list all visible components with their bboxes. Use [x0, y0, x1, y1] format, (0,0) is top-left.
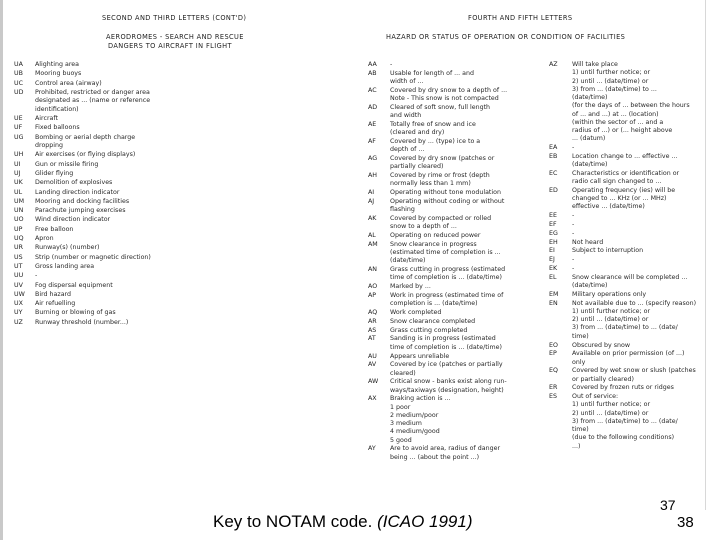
code-ar: AR: [368, 317, 377, 325]
code-ah: AH: [368, 172, 378, 180]
code-al: AL: [368, 232, 376, 240]
code-ub: UB: [14, 70, 23, 78]
code-ep-description: only: [572, 358, 586, 366]
code-az-description: (for the days of ... between the hours: [572, 102, 690, 110]
code-ed-description: Operating frequency (ies) will be: [572, 186, 676, 194]
code-ae: AE: [368, 120, 377, 128]
code-ed-description: effective ... (date/time): [572, 203, 645, 211]
code-eo: EO: [549, 341, 558, 349]
code-ug-description: Bombing or aerial depth charge: [35, 133, 136, 141]
code-ux-description: Air refuelling: [35, 300, 76, 308]
left-header-line-2: AERODROMES - SEARCH AND RESCUE: [106, 33, 244, 41]
code-uw-description: Bird hazard: [35, 290, 72, 298]
code-es-description: time): [572, 426, 589, 434]
code-ef: EF: [549, 221, 557, 229]
code-eg-description: -: [572, 229, 575, 237]
code-en-description: Not available due to ... (specify reason): [572, 299, 697, 307]
code-ap-description: Work in progress (estimated time of: [390, 292, 504, 299]
code-az-description: ... (datum): [572, 135, 606, 143]
code-ed: ED: [549, 186, 558, 194]
code-en-description: 3) from ... (date/time) to ... (date/: [572, 324, 678, 332]
code-ep-description: Available on prior permission (of ...): [572, 350, 685, 358]
code-ad-description: Cleared of soft snow, full length: [390, 103, 491, 111]
code-ul-description: Landing direction indicator: [35, 188, 120, 196]
left-header-line-3: DANGERS TO AIRCRAFT IN FLIGHT: [108, 42, 232, 50]
code-ul: UL: [14, 188, 23, 196]
code-el-description: (date/time): [572, 282, 608, 290]
code-uj-description: Glider flying: [35, 169, 74, 177]
code-uy: UY: [14, 309, 23, 317]
code-es: ES: [549, 393, 557, 401]
code-am: AM: [368, 240, 378, 248]
code-ek-description: -: [572, 265, 575, 273]
code-av-description: Covered by ice (patches or partially: [390, 361, 503, 369]
code-uo: UO: [14, 216, 24, 224]
code-ue-description: Aircraft: [35, 115, 58, 122]
caption-source: (ICAO 1991): [377, 512, 473, 531]
code-aq: AQ: [368, 309, 378, 317]
code-uu-description: -: [35, 272, 38, 280]
code-ea: EA: [549, 144, 558, 152]
code-aj: AJ: [368, 197, 375, 205]
code-ep: EP: [549, 350, 557, 358]
code-uc: UC: [14, 79, 24, 87]
code-us-description: Strip (number or magnetic direction): [35, 253, 151, 261]
code-em: EM: [549, 290, 559, 298]
code-eb: EB: [549, 152, 558, 160]
code-aa-description: -: [390, 61, 393, 68]
right-header-line-2: HAZARD OR STATUS OF OPERATION OR CONDITION OF FACILITIES: [386, 33, 626, 41]
code-ed-description: changed to ... KHz (or ... MHz): [572, 195, 667, 203]
code-uf-description: Fixed balloons: [35, 124, 80, 132]
code-az-description: (date/time): [572, 94, 608, 101]
code-an: AN: [368, 266, 378, 274]
code-ah-description: normally less than 1 mm): [390, 180, 471, 188]
code-eb-description: (date/time): [572, 161, 608, 169]
code-ur-description: Runway(s) (number): [35, 244, 100, 252]
code-uk: UK: [14, 179, 23, 187]
code-az-description: 1) until further notice; or: [572, 69, 651, 77]
code-uv-description: Fog dispersal equipment: [35, 281, 113, 289]
code-uq: UQ: [14, 235, 24, 242]
code-az-description: radius of ...) or (... height above: [572, 127, 673, 134]
code-er: ER: [549, 384, 558, 392]
code-eq: EQ: [549, 367, 558, 375]
code-es-description: 3) from ... (date/time) to ... (date/: [572, 417, 678, 425]
code-ag: AG: [368, 155, 378, 163]
code-ac-description: Covered by dry snow to a depth of ...: [390, 86, 508, 94]
code-ei: EI: [549, 247, 555, 255]
code-ua-description: Alighting area: [35, 61, 80, 68]
code-es-description: (due to the following conditions): [572, 434, 675, 442]
inner-page-number: 37: [660, 497, 676, 513]
code-ay-description: being ... (about the point ...): [390, 453, 480, 461]
code-ux: UX: [14, 300, 23, 308]
code-ax-description: 3 medium: [390, 420, 422, 428]
code-aq-description: Work completed: [390, 309, 442, 317]
code-ab: AB: [368, 69, 377, 77]
outer-page-number: 38: [677, 514, 694, 531]
code-uw: UW: [14, 290, 25, 298]
code-ab-description: width of ...: [390, 78, 424, 86]
code-aj-description: Operating without coding or without: [390, 197, 505, 205]
code-eh-description: Not heard: [572, 238, 604, 246]
caption-text: Key to NOTAM code.: [213, 512, 378, 531]
code-uv: UV: [14, 281, 23, 289]
code-ap: AP: [368, 292, 377, 299]
code-am-description: (date/time): [390, 257, 426, 265]
code-ak: AK: [368, 215, 377, 222]
code-aw: AW: [368, 378, 379, 386]
code-ut: UT: [14, 262, 23, 270]
code-aj-description: flashing: [390, 206, 415, 214]
code-aw-description: ways/taxiways (designation, height): [390, 386, 504, 394]
code-az: AZ: [549, 61, 558, 68]
code-ag-description: Covered by dry snow (patches or: [390, 155, 495, 163]
code-eb-description: Location change to ... effective ...: [572, 152, 678, 160]
code-am-description: (estimated time of completion is ...: [390, 249, 501, 257]
code-an-description: time of completion is ... (date/time): [390, 274, 502, 282]
code-ui-description: Gun or missile firing: [35, 160, 99, 168]
code-ud-description: Prohibited, restricted or danger area: [35, 88, 150, 96]
code-av: AV: [368, 361, 377, 369]
code-ax-description: 4 medium/good: [390, 428, 440, 436]
code-uy-description: Burning or blowing of gas: [35, 309, 116, 317]
code-ar-description: Snow clearance completed: [390, 317, 476, 325]
page-left-border: [0, 0, 3, 540]
code-ej: EJ: [549, 256, 555, 264]
code-az-description: of ... and ...) at ... (location): [572, 110, 659, 118]
code-ae-description: (cleared and dry): [390, 129, 445, 137]
code-el: EL: [549, 273, 557, 281]
code-up: UP: [14, 225, 23, 233]
code-au: AU: [368, 352, 377, 360]
code-ef-description: -: [572, 221, 575, 229]
code-es-description: 2) until ... (date/time) or: [572, 409, 649, 417]
code-ui: UI: [14, 160, 21, 168]
code-ax-description: 1 poor: [390, 403, 411, 411]
code-ec: EC: [549, 169, 558, 177]
code-ai-description: Operating without tone modulation: [390, 189, 501, 197]
code-ei-description: Subject to interruption: [572, 247, 644, 255]
code-uh-description: Air exercises (or flying displays): [35, 151, 136, 159]
code-um-description: Mooring and docking facilities: [35, 197, 130, 205]
code-af-description: depth of ...: [390, 146, 425, 154]
code-eo-description: Obscured by snow: [572, 341, 631, 349]
code-ay: AY: [368, 445, 376, 453]
code-at: AT: [368, 335, 376, 343]
code-ao-description: Marked by ...: [390, 283, 431, 291]
scan-edge-line: [705, 0, 706, 510]
code-ue: UE: [14, 115, 23, 122]
code-uk-description: Demolition of explosives: [35, 179, 113, 187]
code-ao: AO: [368, 283, 378, 291]
left-header-line-1: SECOND AND THIRD LETTERS (CONT'D): [102, 14, 247, 22]
code-ut-description: Gross landing area: [35, 262, 95, 270]
code-af-description: Covered by ... (type) ice to a: [390, 138, 481, 145]
code-au-description: Appears unreliable: [390, 352, 450, 360]
figure-caption: [213, 512, 473, 532]
code-uz-description: Runway threshold (number...): [35, 318, 129, 326]
code-ak-description: Covered by compacted or rolled: [390, 215, 492, 222]
code-uj: UJ: [14, 169, 21, 177]
code-al-description: Operating on reduced power: [390, 232, 481, 240]
code-ad: AD: [368, 103, 378, 111]
code-uo-description: Wind direction indicator: [35, 216, 111, 224]
code-ag-description: partially cleared): [390, 163, 444, 171]
code-az-description: 3) from ... (date/time) to ...: [572, 85, 657, 93]
code-ug-description: dropping: [35, 142, 64, 149]
code-ae-description: Totally free of snow and ice: [390, 120, 476, 128]
code-en-description: 1) until further notice; or: [572, 307, 651, 315]
code-es-description: 1) until further notice; or: [572, 401, 651, 409]
code-en: EN: [549, 299, 558, 307]
code-us: US: [14, 253, 23, 261]
code-es-description: ...): [572, 442, 581, 450]
code-ax-description: 5 good: [390, 436, 412, 444]
code-eq-description: or partially cleared): [572, 375, 634, 383]
code-as-description: Grass cutting completed: [390, 326, 468, 334]
code-en-description: 2) until ... (date/time) or: [572, 316, 649, 324]
code-ee-description: -: [572, 212, 575, 220]
code-ah-description: Covered by rime or frost (depth: [390, 172, 490, 180]
code-en-description: time): [572, 332, 589, 340]
code-ug: UG: [14, 133, 24, 141]
code-uc-description: Control area (airway): [35, 79, 102, 87]
code-ub-description: Mooring buoys: [35, 70, 82, 78]
code-an-description: Grass cutting in progress (estimated: [390, 266, 506, 274]
code-am-description: Snow clearance in progress: [390, 240, 477, 248]
code-ud: UD: [14, 88, 24, 96]
code-ec-description: Characteristics or identification or: [572, 169, 680, 177]
code-uh: UH: [14, 151, 24, 159]
code-ek: EK: [549, 265, 558, 273]
code-es-description: Out of service:: [572, 393, 619, 401]
code-ac: AC: [368, 86, 377, 94]
code-un-description: Parachute jumping exercises: [35, 207, 126, 215]
code-ud-description: designated as ... (name or reference: [35, 97, 151, 105]
right-header-line-1: FOURTH AND FIFTH LETTERS: [468, 14, 573, 22]
code-ej-description: -: [572, 256, 575, 264]
code-up-description: Free balloon: [35, 225, 74, 233]
code-aa: AA: [368, 61, 377, 68]
code-eh: EH: [549, 238, 558, 246]
code-uq-description: Apron: [35, 235, 54, 242]
code-ak-description: snow to a depth of ...: [390, 223, 457, 231]
code-eq-description: Covered by wet snow or slush (patches: [572, 367, 696, 375]
code-ac-description: Note - This snow is not compacted: [390, 95, 499, 103]
code-af: AF: [368, 138, 376, 145]
code-az-description: 2) until ... (date/time) or: [572, 77, 649, 85]
code-uu: UU: [14, 272, 24, 280]
code-ec-description: radio call sign changed to ...: [572, 178, 662, 186]
code-um: UM: [14, 197, 25, 205]
code-ud-description: identification): [35, 105, 79, 113]
code-ee: EE: [549, 212, 557, 220]
code-un: UN: [14, 207, 24, 215]
code-uf: UF: [14, 124, 23, 132]
code-ua: UA: [14, 61, 23, 68]
code-ax-description: Braking action is ...: [390, 395, 451, 403]
code-er-description: Covered by frozen ruts or ridges: [572, 384, 674, 392]
code-eg: EG: [549, 229, 558, 237]
code-em-description: Military operations only: [572, 290, 647, 298]
code-az-description: Will take place: [572, 61, 618, 68]
code-at-description: time of completion is ... (date/time): [390, 343, 502, 351]
code-aw-description: Critical snow - banks exist along run-: [390, 378, 507, 386]
code-ur: UR: [14, 244, 23, 252]
code-ea-description: -: [572, 144, 575, 152]
code-ax-description: 2 medium/poor: [390, 411, 439, 419]
code-az-description: (within the sector of ... and a: [572, 118, 664, 126]
code-ai: AI: [368, 189, 375, 197]
code-at-description: Sanding is in progress (estimated: [390, 335, 496, 343]
code-av-description: cleared): [390, 369, 416, 377]
code-ad-description: and width: [390, 112, 422, 120]
code-ab-description: Usable for length of ... and: [390, 69, 475, 77]
code-el-description: Snow clearance will be completed ...: [572, 273, 688, 281]
code-ay-description: Are to avoid area, radius of danger: [390, 445, 501, 453]
code-as: AS: [368, 326, 377, 334]
code-uz: UZ: [14, 318, 23, 326]
code-ap-description: completion is ... (date/time): [390, 300, 478, 308]
code-ax: AX: [368, 395, 377, 403]
